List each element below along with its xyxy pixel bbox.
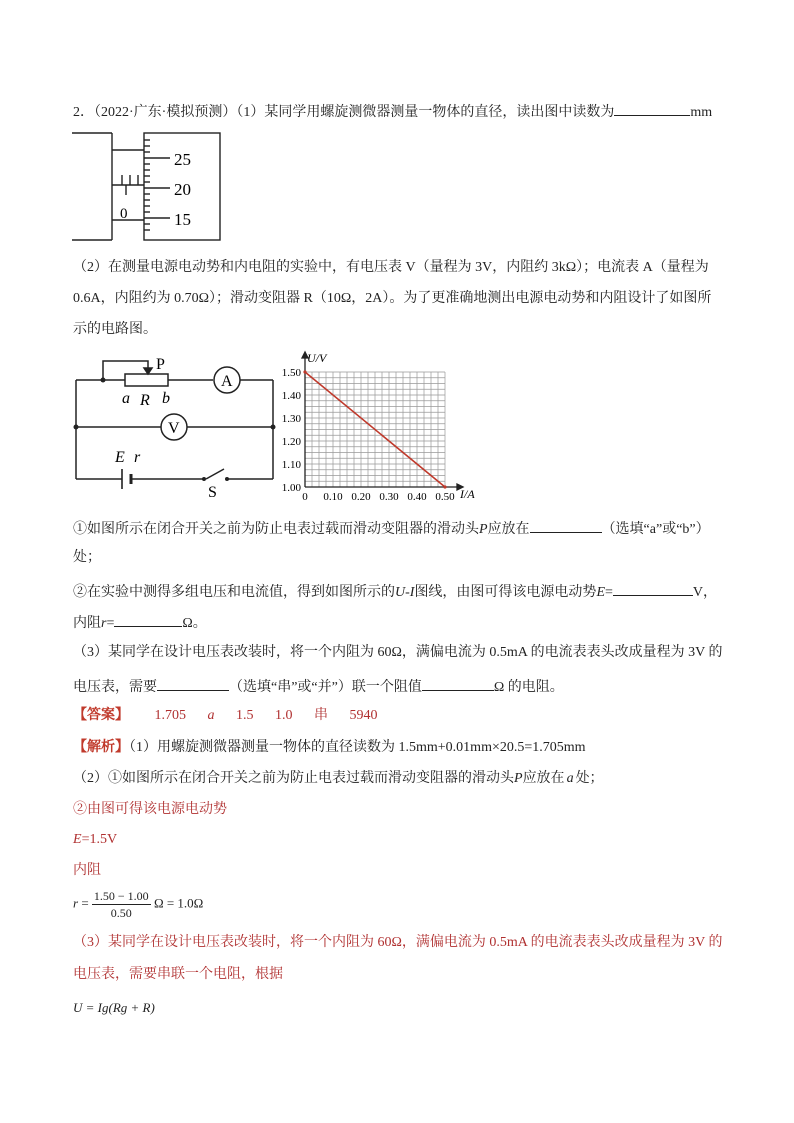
series-point	[303, 370, 306, 373]
q2-2-text-a: ②在实验中测得多组电压和电流值，得到如图所示的	[73, 585, 395, 600]
q2-2-eq: =	[605, 585, 613, 600]
analysis-p2-mid: 应放在	[522, 771, 565, 786]
thimble-label-15: 15	[174, 210, 191, 229]
question-source: （2022·广东·模拟预测）	[94, 105, 237, 120]
series-point	[443, 485, 446, 488]
formula-numerator: 1.50 − 1.00	[93, 889, 149, 903]
question-2-2-line	[73, 580, 717, 603]
question-1-line	[73, 100, 712, 123]
q2-2-E: E	[596, 585, 605, 600]
question-2-2-line2	[73, 611, 207, 634]
answer-blank-6[interactable]	[422, 675, 494, 691]
question-2-1-end: 处；	[73, 550, 101, 565]
x-tick-label: 0.10	[323, 491, 343, 502]
answer-value-3: 1.5	[236, 708, 254, 723]
question-2-intro-line3: 示的电路图。	[73, 322, 157, 337]
q2-2-text-b: 图线，由图可得该电源电动势	[414, 585, 597, 600]
thimble-label-25: 25	[174, 150, 191, 169]
label-E: E	[115, 449, 125, 466]
question-2-1-line	[73, 517, 710, 540]
label-P: P	[156, 356, 165, 373]
answer-line	[73, 706, 378, 726]
label-b: b	[162, 390, 170, 407]
q2-1-choice: （选填“a”或“b”）	[601, 522, 710, 537]
label-r: r	[134, 449, 141, 466]
y-tick-label: 1.00	[281, 482, 301, 494]
question-3-line1: （3）某同学在设计电压表改装时，将一个内阻为 60Ω，满偏电流为 0.5mA 的电流表表头改成量程为 3V 的	[73, 645, 723, 660]
answer-blank-1[interactable]	[614, 100, 690, 116]
q3-text-c: Ω 的电阻。	[493, 680, 564, 695]
answer-value-2: a	[207, 708, 215, 723]
answer-blank-4[interactable]	[114, 611, 182, 627]
analysis-p2: （2）①如图所示在闭合开关之前为防止电表过载而滑动变阻器的滑动头	[73, 771, 514, 786]
analysis-p2-a: a	[566, 771, 574, 786]
x-tick-label: 0.20	[351, 491, 371, 502]
y-tick-label: 1.40	[281, 390, 301, 402]
answer-blank-5[interactable]	[157, 675, 229, 691]
q2-1-text: ①如图所示在闭合开关之前为防止电表过载而滑动变阻器的滑动头	[73, 522, 479, 537]
formula-denominator: 0.50	[110, 906, 132, 920]
analysis-line2	[73, 769, 604, 789]
y-tick-label: 1.20	[281, 436, 301, 448]
analysis-p2-end: 处；	[575, 771, 604, 786]
x-tick-label: 0.40	[407, 491, 427, 502]
answer-value-4: 1.0	[275, 708, 293, 723]
q2-2-unit-V: V，	[692, 585, 718, 600]
y-tick-label: 1.10	[281, 459, 301, 471]
question-2-intro-line2: 0.6A，内阻约为 0.70Ω）；滑动变阻器 R（10Ω，2A）。为了更准确地测出电源电动势和内阻设计了如图所	[73, 291, 712, 306]
q3-text-a: 电压表，需要	[73, 680, 157, 695]
q2-2-r: r	[101, 616, 107, 631]
circuit-diagram	[70, 352, 285, 500]
sleeve-zero-label: 0	[120, 206, 128, 222]
analysis-formula-U: U = Ig(Rg + R)	[73, 1000, 155, 1015]
analysis-line4	[73, 830, 117, 850]
q2-2-UI: U-I	[395, 585, 415, 600]
formula-result: Ω = 1.0Ω	[153, 895, 204, 911]
label-a: a	[122, 390, 130, 407]
y-axis-label: U/V	[307, 351, 327, 365]
y-tick-label: 1.30	[281, 413, 301, 425]
formula-r: r	[73, 895, 79, 911]
q3-text-b: （选填“串”或“并”）联一个阻值	[229, 680, 422, 695]
ammeter-label: A	[221, 373, 233, 390]
analysis-line5: 内阻	[73, 863, 101, 878]
x-axis-label: I/A	[460, 487, 475, 501]
formula-eq: =	[81, 895, 89, 911]
q2-2-r-eq: =	[106, 616, 115, 631]
switch-label: S	[208, 484, 217, 500]
answer-blank-2[interactable]	[530, 517, 602, 533]
formula-fraction	[92, 888, 151, 921]
answer-value-6: 5940	[349, 708, 378, 723]
voltmeter-label: V	[168, 420, 180, 437]
question-2-intro-line1: （2）在测量电源电动势和内电阻的实验中，有电压表 V（量程为 3V，内阻约 3kΩ）；电流表 A（量程为	[73, 260, 709, 275]
analysis-line1	[73, 738, 586, 758]
analysis-line7: 电压表，需要串联一个电阻，根据	[73, 967, 283, 982]
analysis-p2-P: P	[514, 771, 523, 786]
unit-mm: mm	[690, 105, 713, 120]
x-tick-label: 0.30	[379, 491, 399, 502]
analysis-p1: （1）用螺旋测微器测量一物体的直径读数为 1.5mm+0.01mm×20.5=1.705mm	[129, 740, 586, 755]
question-3-line2	[73, 675, 564, 698]
analysis-label: 【解析】	[73, 740, 129, 755]
q2-1-after: 应放在	[487, 522, 530, 537]
ui-chart	[270, 350, 490, 502]
answer-blank-3[interactable]	[613, 580, 693, 596]
q2-2-r-label: 内阻	[73, 616, 101, 631]
q2-1-P: P	[479, 522, 488, 537]
question-number: 2．	[73, 105, 94, 120]
analysis-E: E	[73, 832, 82, 847]
x-tick-label: 0	[302, 491, 308, 502]
label-R: R	[140, 392, 150, 409]
thimble-label-20: 20	[174, 180, 191, 199]
analysis-line3: ②由图可得该电源电动势	[73, 802, 227, 817]
y-tick-label: 1.50	[281, 367, 301, 379]
analysis-line6: （3）某同学在设计电压表改装时，将一个内阻为 60Ω，满偏电流为 0.5mA 的电流表表头改成量程为 3V 的	[73, 935, 723, 950]
analysis-E-value: =1.5V	[81, 832, 118, 847]
x-tick-label: 0.50	[435, 491, 455, 502]
q2-2-unit-ohm: Ω。	[182, 616, 207, 631]
question-1-text: （1）某同学用螺旋测微器测量一物体的直径，读出图中读数为	[236, 105, 615, 120]
analysis-formula-r	[73, 888, 203, 921]
micrometer-figure	[72, 130, 232, 245]
answer-value-1: 1.705	[154, 708, 186, 723]
answer-value-5: 串	[314, 708, 328, 723]
answer-label: 【答案】	[73, 708, 129, 723]
